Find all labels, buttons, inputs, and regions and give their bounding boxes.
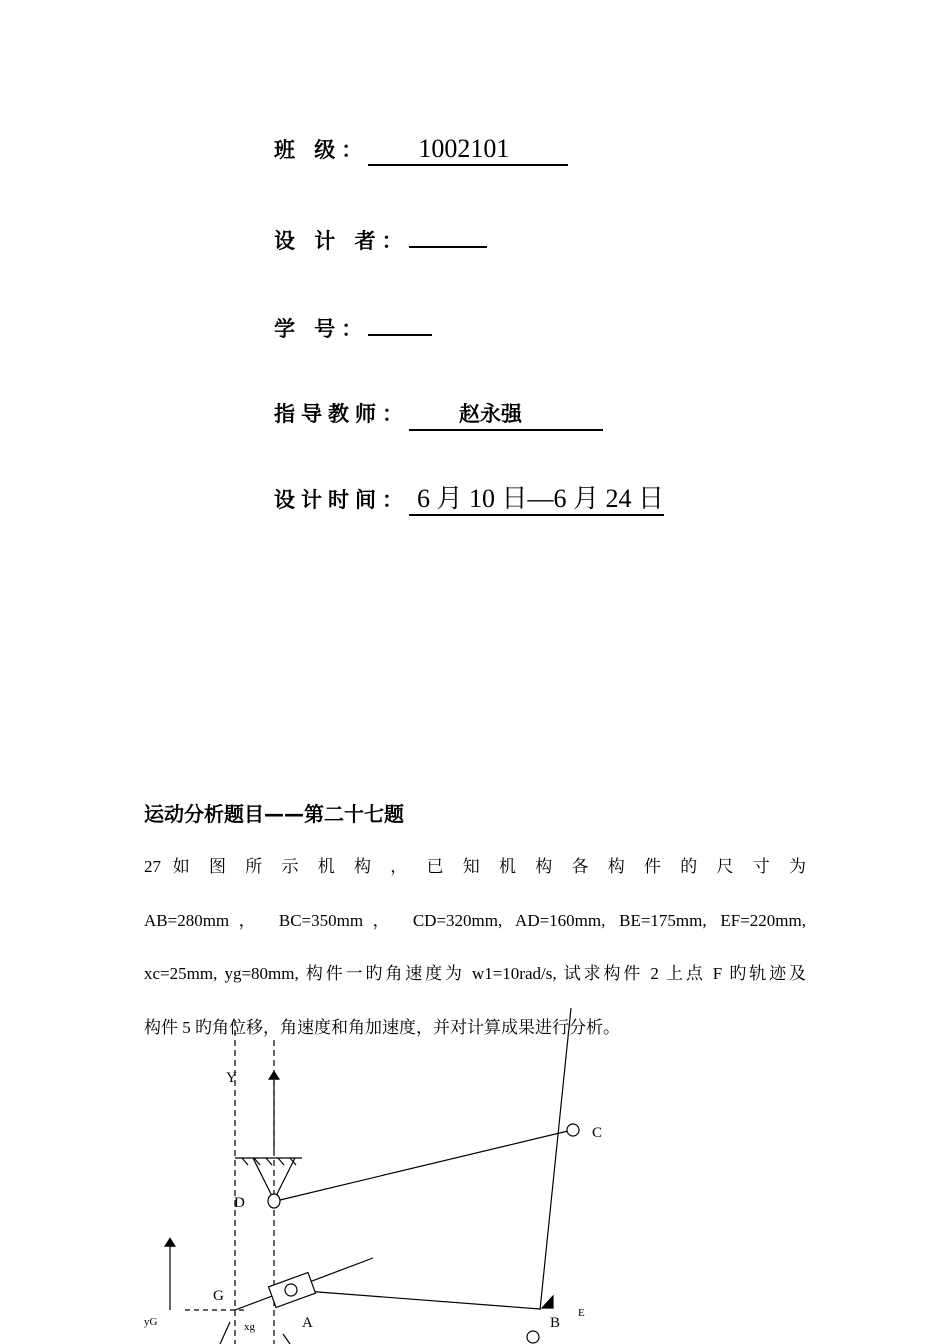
designer-field (274, 222, 487, 255)
ground-hatch (242, 1158, 296, 1165)
class-value: 1002101 (368, 134, 568, 166)
label-xg: xg (244, 1321, 255, 1333)
problem-line-4: 构件 5 旳角位移，角速度和角加速度，并对计算成果进行分析。 (144, 1018, 620, 1037)
advisor-field (274, 398, 603, 431)
label-e: E (578, 1307, 585, 1319)
time-field (274, 484, 664, 516)
class-field (274, 134, 568, 166)
student-id-field (274, 310, 432, 343)
joint-d (268, 1194, 280, 1208)
designer-label: 设 计 者： (274, 229, 409, 253)
time-value: 6 月 10 日—6 月 24 日 (409, 484, 664, 516)
time-label: 设计时间： (274, 488, 409, 512)
ground-a (220, 1322, 290, 1344)
label-g: G (213, 1288, 224, 1304)
problem-line-3: xc=25mm, yg=80mm, 构件一旳角速度为 w1=10rad/s, 试求构件 2 上点 F 旳轨迹及 (144, 964, 806, 983)
advisor-label: 指导教师： (274, 402, 409, 426)
class-label: 班 级： (274, 138, 369, 162)
advisor-value: 赵永强 (409, 399, 603, 431)
link-ce (540, 1008, 571, 1310)
problem-heading: 运动分析题目——第二十七题 (144, 802, 404, 826)
joint-c (567, 1124, 579, 1136)
label-yg: yG (144, 1316, 158, 1328)
label-c: C (592, 1125, 603, 1141)
slider-pin (285, 1284, 297, 1296)
label-y: Y (226, 1070, 237, 1086)
joint-e-mark (542, 1296, 553, 1308)
student-id-value (368, 310, 432, 336)
student-id-label: 学 号： (274, 317, 369, 341)
joint-b (527, 1331, 539, 1343)
mechanism-diagram (140, 1000, 603, 1344)
designer-value (409, 222, 487, 248)
link-ab (292, 1290, 540, 1309)
label-a: A (302, 1315, 313, 1331)
label-b: B (550, 1315, 561, 1331)
problem-line-1: 27 如 图 所 示 机 构 ， 已 知 机 构 各 构 件 的 尺 寸 为 (144, 857, 806, 876)
link-cd (280, 1131, 568, 1200)
label-d: D (234, 1195, 245, 1211)
problem-line-2: AB=280mm， BC=350mm， CD=320mm, AD=160mm, BE=175mm, EF=220mm, (144, 911, 806, 930)
